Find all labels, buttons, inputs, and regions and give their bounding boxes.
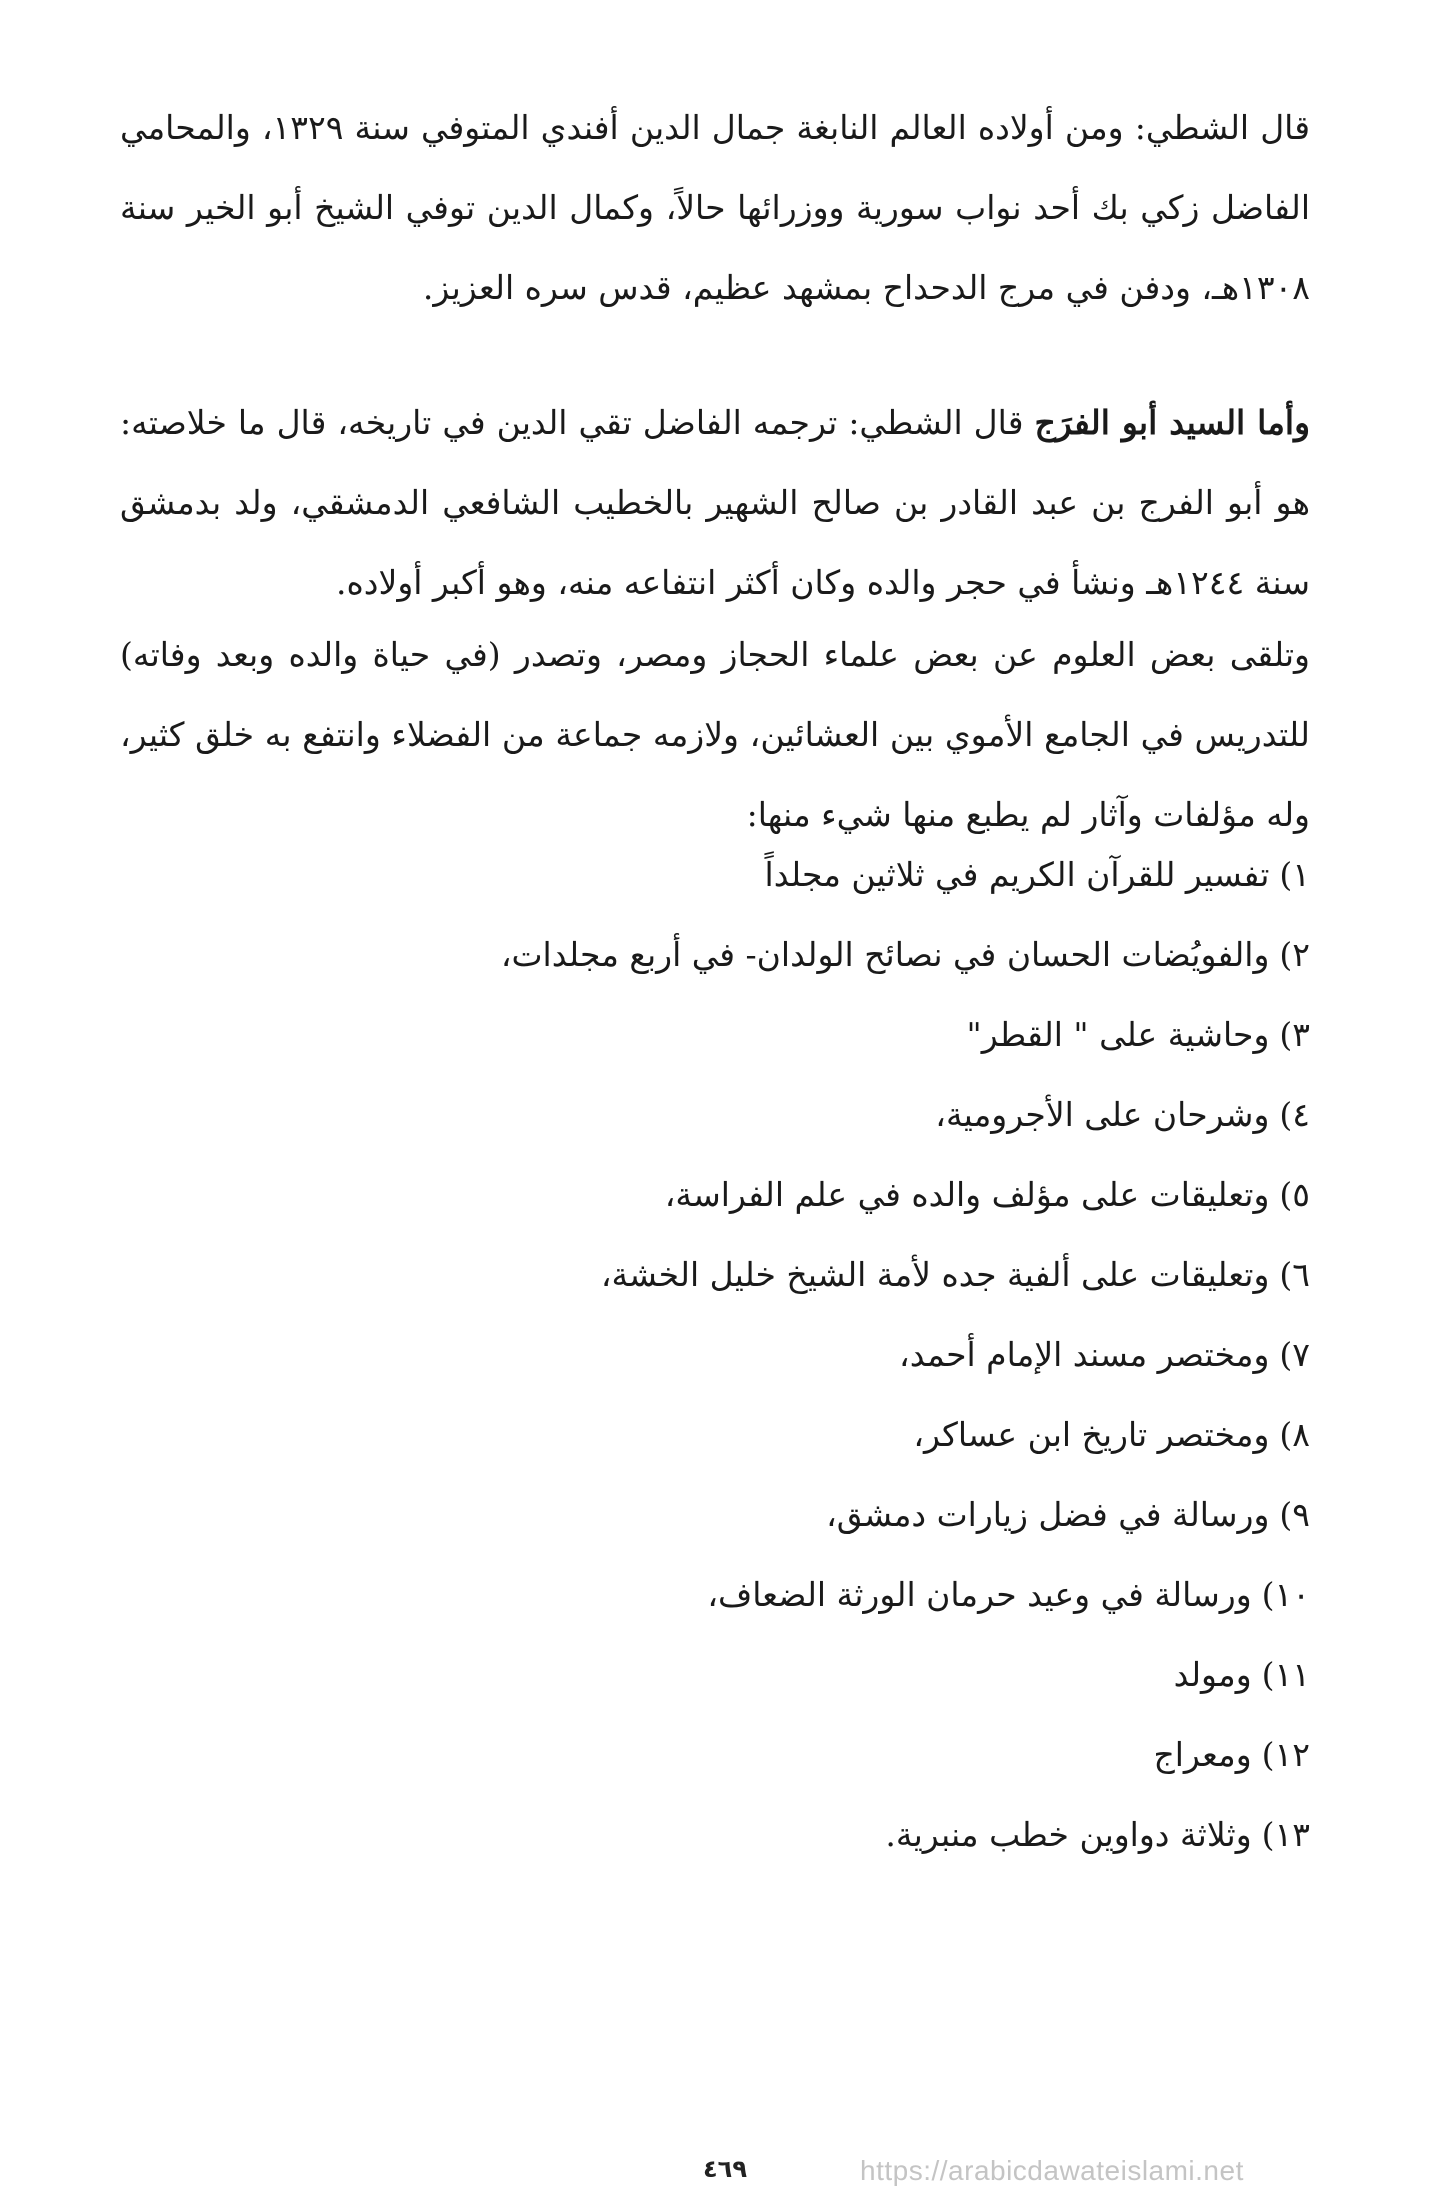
list-item — [210, 1475, 1310, 1555]
page-number: ٤٦٩ — [703, 2155, 747, 2183]
list-item-number: ١) — [1279, 855, 1310, 894]
list-item-number: ٩) — [1279, 1495, 1310, 1534]
list-item — [210, 1795, 1310, 1875]
list-item-number: ١١) — [1261, 1655, 1310, 1694]
list-item — [210, 995, 1310, 1075]
list-item-text: وثلاثة دواوين خطب منبرية. — [885, 1815, 1252, 1854]
list-item-text: ورسالة في فضل زيارات دمشق، — [826, 1495, 1270, 1534]
list-item-text: والفويُضات الحسان في نصائح الولدان- في أربع مجلدات، — [500, 935, 1270, 974]
list-item-text: وشرحان على الأجرومية، — [935, 1095, 1270, 1134]
list-item-text: وتعليقات على ألفية جده لأمة الشيخ خليل الخشة، — [600, 1255, 1270, 1294]
paragraph-3: وتلقى بعض العلوم عن بعض علماء الحجاز ومصر، وتصدر (في حياة والده وبعد وفاته) للتدريس في الجامع الأموي بين العشائين، ولازمه جماعة من الفضلاء وانتفع به خلق كثير، وله مؤلفات وآثار لم يطبع منها شيء منها: — [120, 635, 1310, 834]
list-item — [210, 1635, 1310, 1715]
paragraph-2-body: قال الشطي: ترجمه الفاضل تقي الدين في تاريخه، قال ما خلاصته: هو أبو الفرج بن عبد القادر بن صالح الشهير بالخطيب الشافعي الدمشقي، ولد بدمشق سنة ١٢٤٤هـ ونشأ في حجر والده وكان أكثر انتفاعه منه، وهو أكبر أولاده. — [120, 403, 1310, 602]
list-item-number: ٨) — [1279, 1415, 1310, 1454]
list-item-number: ٣) — [1279, 1015, 1310, 1054]
page-footer — [0, 2155, 1454, 2189]
list-item — [210, 1155, 1310, 1235]
list-item — [210, 1395, 1310, 1475]
list-item — [210, 1315, 1310, 1395]
list-item — [210, 1075, 1310, 1155]
list-item — [210, 915, 1310, 995]
list-item-text: ومختصر تاريخ ابن عساكر، — [913, 1415, 1270, 1454]
list-item-text: ومختصر مسند الإمام أحمد، — [899, 1335, 1270, 1374]
list-item-number: ٦) — [1279, 1255, 1310, 1294]
list-item-number: ١٢) — [1261, 1735, 1310, 1774]
list-item-text: ورسالة في وعيد حرمان الورثة الضعاف، — [707, 1575, 1252, 1614]
paragraph-1: قال الشطي: ومن أولاده العالم النابغة جمال الدين أفندي المتوفي سنة ١٣٢٩، والمحامي الفاضل زكي بك أحد نواب سورية ووزرائها حالاً، وكمال الدين توفي الشيخ أبو الخير سنة ١٣٠٨هـ، ودفن في مرج الدحداح بمشهد عظيم، قدس سره العزيز. — [120, 108, 1310, 307]
list-item-text: وتعليقات على مؤلف والده في علم الفراسة، — [664, 1175, 1270, 1214]
list-item-number: ١٠) — [1261, 1575, 1310, 1614]
works-list — [210, 835, 1310, 1875]
list-item — [210, 835, 1310, 915]
watermark-url: https://arabicdawateislami.net — [860, 2155, 1244, 2186]
list-item-text: ومعراج — [1153, 1735, 1252, 1774]
list-item-number: ٥) — [1279, 1175, 1310, 1214]
list-item-number: ٧) — [1279, 1335, 1310, 1374]
list-item-text: وحاشية على " القطر" — [966, 1015, 1270, 1054]
list-item-number: ٢) — [1279, 935, 1310, 974]
list-item-number: ٤) — [1279, 1095, 1310, 1134]
list-item — [210, 1715, 1310, 1795]
list-item — [210, 1555, 1310, 1635]
paragraph-2 — [120, 383, 1310, 623]
list-item-text: تفسير للقرآن الكريم في ثلاثين مجلداً — [764, 855, 1270, 894]
list-item — [210, 1235, 1310, 1315]
list-item-text: ومولد — [1173, 1655, 1252, 1694]
section-heading-abu-al-faraj: وأما السيد أبو الفرَج — [1034, 403, 1311, 442]
list-item-number: ١٣) — [1261, 1815, 1310, 1854]
